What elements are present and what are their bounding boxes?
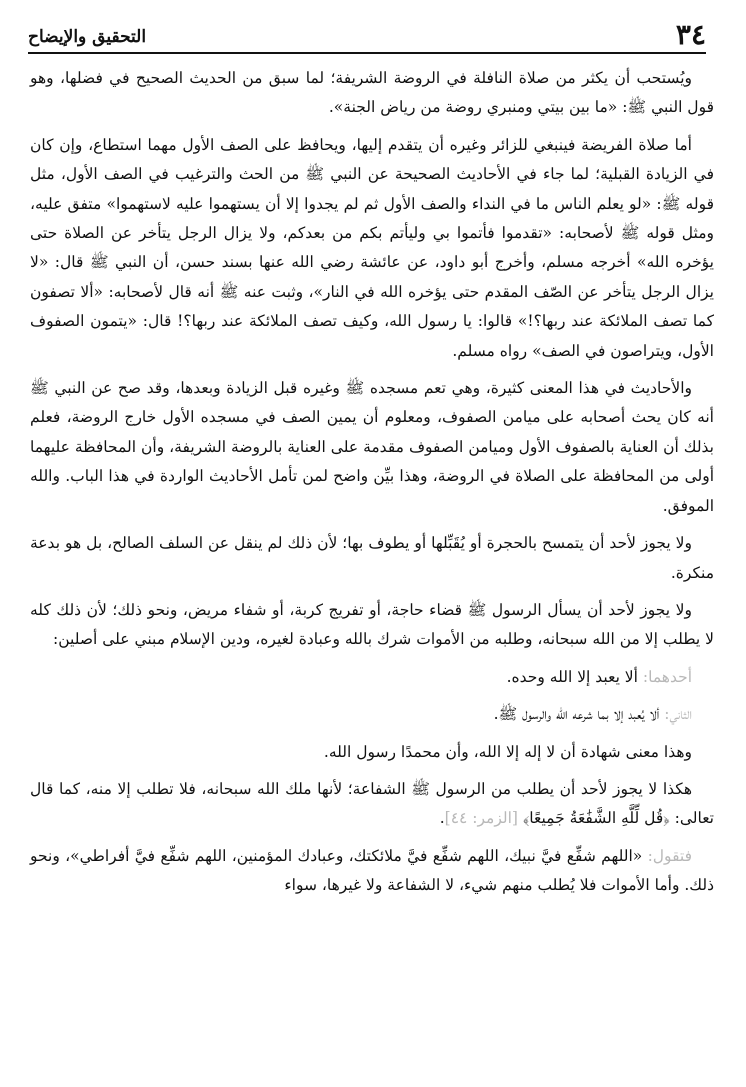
paragraph-meaning: وهذا معنى شهادة أن لا إله إلا الله، وأن محمدًا رسول الله. — [323, 742, 692, 761]
paragraph-supplication — [30, 842, 714, 901]
running-title: التحقيق والإيضاح — [28, 27, 147, 47]
paragraph-hadiths: والأحاديث في هذا المعنى كثيرة، وهي تعم مسجده ﷺ وغيره قبل الزيادة وبعدها، وقد صح عن النبي ﷺ أنه كان يحث أصحابه على ميامن الصفوف، ومعلوم أن يمين الصف في مسجده الأول خارج الروضة، فعلم بذلك أن العناية بالصفوف الأول وميامن الصفوف مقدمة على العناية بالروضة الشريفة، وأن المحافظة عليهما أولى من المحافظة على الصلاة في الروضة، وهذا بيِّن واضح لمن تأمل الأحاديث الواردة في هذا الباب. والله الموفق. — [30, 379, 714, 515]
principle-second — [30, 700, 714, 729]
principle-second-label: الثاني: — [664, 705, 692, 724]
paragraph-first-row: أما صلاة الفريضة فينبغي للزائر وغيره أن يتقدم إليها، ويحافظ على الصف الأول مهما استطاع، وإن كان في الزيادة القبلية؛ لما جاء في الأحاديث الصحيحة عن النبي ﷺ من الحث والترغيب في الصف الأول، مثل قوله ﷺ: «لو يعلم الناس ما في النداء والصف الأول ثم لم يجدوا إلا أن يستهموا عليه لاستهموا» متفق عليه، ومثل قوله ﷺ لأصحابه: «تقدموا فأتموا بي وليأتم بكم من بعدكم، ولا يزال الرجل يتأخر عن الصلاة حتى يؤخره الله» أخرجه مسلم، وأخرج أبو داود، عن عائشة رضي الله عنها بسند حسن، أن النبي ﷺ قال: «لا يزال الرجل يتأخر عن الصّف المقدم حتى يؤخره الله في النار»، وثبت عنه ﷺ أنه قال لأصحابه: «ألا تصفون كما تصف الملائكة عند ربها؟!» قالوا: يا رسول الله، وكيف تصف الملائكة عند ربها؟! قال: «يتمون الصفوف الأول، ويتراصون في الصف» رواه مسلم. — [30, 135, 714, 360]
supplication-text: «اللهم شفِّع فيَّ نبيك، اللهم شفِّع فيَّ ملائكتك، وعبادك المؤمنين، اللهم شفِّع فيَّ أفراطي»، ونحو ذلك. وأما الأموات فلا يُطلب منهم شيء، لا الشفاعة ولا غيرها، سواء — [30, 846, 714, 895]
intercession-text: هكذا لا يجوز لأحد أن يطلب من الرسول ﷺ الشفاعة؛ لأنها ملك الله سبحانه، فلا تطلب إلا منه، كما قال تعالى: — [30, 779, 714, 828]
principle-first — [30, 663, 714, 692]
page-number: ٣٤ — [675, 18, 706, 51]
page-body — [30, 64, 714, 909]
paragraph-asking: ولا يجوز لأحد أن يسأل الرسول ﷺ قضاء حاجة، أو تفريج كربة، أو شفاء مريض، ونحو ذلك؛ لأن ذلك كله لا يطلب إلا من الله سبحانه، وطلبه من الأموات شرك بالله وعبادة لغيره، ودين الإسلام مبني على أصلين: — [30, 600, 714, 649]
quran-verse: ﴿قُل لِّلَّهِ الشَّفَٰعَةُ جَمِيعًا﴾ — [522, 809, 670, 828]
verse-reference: [الزمر: ٤٤] — [444, 809, 518, 828]
paragraph-intercession: هكذا لا يجوز لأحد أن يطلب من الرسول ﷺ الشفاعة؛ لأنها ملك الله سبحانه، فلا تطلب إلا منه، كما قال تعالى: ﴿قُل لِّلَّهِ الشَّفَٰعَةُ جَمِيعًا﴾ [الزمر: ٤٤]. — [30, 779, 714, 828]
page-header — [28, 14, 706, 54]
paragraph-nafila: ويُستحب أن يكثر من صلاة النافلة في الروضة الشريفة؛ لما سبق من الحديث الصحيح في فضلها، وهو قول النبي ﷺ: «ما بين بيتي ومنبري روضة من رياض الجنة». — [30, 69, 714, 117]
principle-second-text: ألا يُعبد إلا بما شرعه الله والرسول ﷺ. — [493, 705, 660, 724]
supplication-label: فتقول: — [647, 846, 692, 865]
paragraph-hujra: ولا يجوز لأحد أن يتمسح بالحجرة أو يُقَبِّلها أو يطوف بها؛ لأن ذلك لم ينقل عن السلف الصالح، بل هو بدعة منكرة. — [30, 534, 714, 582]
principle-first-text: ألا يعبد إلا الله وحده. — [506, 667, 638, 686]
principle-first-label: أحدهما: — [642, 667, 692, 686]
